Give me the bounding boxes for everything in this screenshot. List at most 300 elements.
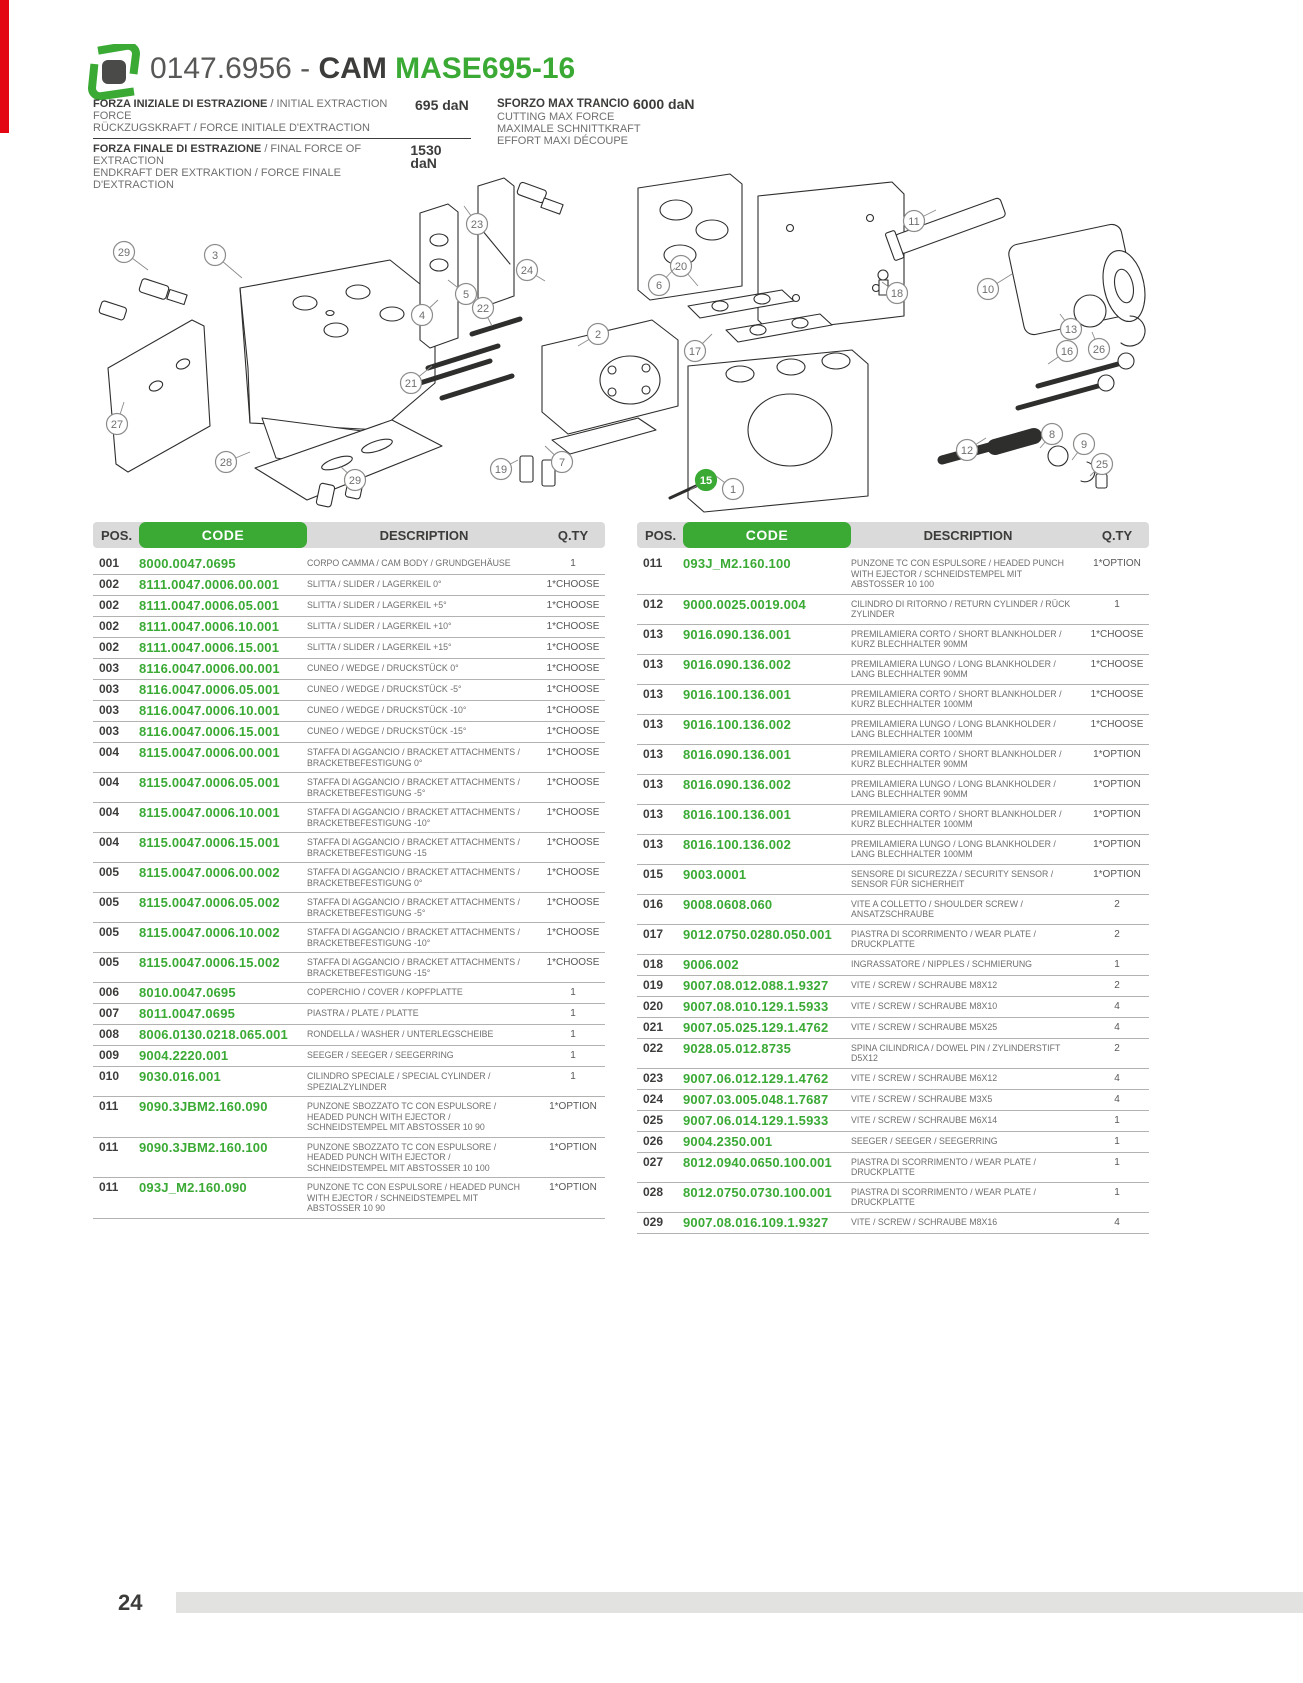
row-pos: 004 [99, 835, 120, 849]
row-code: 9007.08.016.109.1.9327 [683, 1214, 829, 1230]
balloon-29 [114, 242, 149, 271]
balloon-number: 22 [476, 303, 490, 315]
parts-table-right [637, 522, 1149, 1234]
table-row [637, 997, 1149, 1018]
table-row [93, 596, 605, 617]
balloon-16 [1048, 341, 1078, 365]
row-qty: 1*CHOOSE [546, 579, 600, 590]
pos-column-header: POS. [101, 527, 133, 543]
table-row [93, 680, 605, 701]
table-row [93, 953, 605, 983]
row-qty: 1*CHOOSE [546, 600, 600, 611]
row-code: 9007.05.025.129.1.4762 [683, 1019, 829, 1035]
row-code: 8116.0047.0006.10.001 [139, 703, 280, 718]
row-description: SENSORE DI SICUREZZA / SECURITY SENSOR / SENSOR FÜR SICHERHEIT [851, 868, 1054, 889]
row-description: CUNEO / WEDGE / DRUCKSTÜCK -5° [307, 684, 462, 694]
balloon-17 [685, 334, 713, 362]
table-row [93, 1004, 605, 1025]
row-description: PREMILAMIERA CORTO / SHORT BLANKHOLDER / KURZ BLECHHALTER 90MM [851, 748, 1062, 769]
balloon-19 [491, 459, 519, 480]
table-row [93, 554, 605, 575]
row-pos: 028 [643, 1184, 664, 1199]
balloon-number: 19 [494, 464, 508, 476]
page-number: 24 [118, 1590, 143, 1615]
balloon-number: 3 [211, 250, 219, 262]
table-row [637, 976, 1149, 997]
row-description: CUNEO / WEDGE / DRUCKSTÜCK -15° [307, 726, 467, 736]
row-description: CUNEO / WEDGE / DRUCKSTÜCK 0° [307, 663, 459, 673]
balloon-24 [517, 260, 546, 282]
row-pos: 002 [99, 598, 120, 612]
table-row [637, 1153, 1149, 1183]
row-description: PIASTRA DI SCORRIMENTO / WEAR PLATE / DRUCKPLATTE [851, 1156, 1036, 1177]
row-code: 8116.0047.0006.05.001 [139, 682, 280, 697]
table-row [93, 833, 605, 863]
table-row [637, 745, 1149, 775]
balloon-number: 23 [470, 219, 484, 231]
row-qty: 1*OPTION [1093, 748, 1141, 760]
row-pos: 010 [99, 1069, 120, 1083]
row-pos: 005 [99, 925, 120, 939]
max-cutting-label: SFORZO MAX TRANCIO [497, 98, 630, 110]
initial-force-value: 695 daN [415, 97, 469, 113]
row-qty: 1*CHOOSE [546, 684, 600, 695]
table-row [93, 1025, 605, 1046]
row-description: CORPO CAMMA / CAM BODY / GRUNDGEHÄUSE [307, 558, 511, 568]
balloon-number: 12 [960, 445, 974, 457]
table-row [637, 955, 1149, 976]
row-qty: 1*CHOOSE [546, 642, 600, 653]
row-code: 8016.090.136.001 [683, 746, 792, 762]
row-description: STAFFA DI AGGANCIO / BRACKET ATTACHMENTS / BRACKETBEFESTIGUNG -15 [307, 837, 520, 858]
row-qty: 1 [1114, 1186, 1120, 1198]
balloon-3 [205, 245, 243, 279]
row-description: VITE / SCREW / SCHRAUBE M3X5 [851, 1093, 993, 1104]
table-row [637, 805, 1149, 835]
table-row [637, 595, 1149, 625]
row-description: SLITTA / SLIDER / LAGERKEIL +5° [307, 600, 447, 610]
row-description: STAFFA DI AGGANCIO / BRACKET ATTACHMENTS / BRACKETBEFESTIGUNG -10° [307, 807, 520, 828]
row-pos: 020 [643, 998, 664, 1013]
row-pos: 005 [99, 955, 120, 969]
balloon-number: 27 [110, 419, 124, 431]
balloon-22 [473, 298, 494, 327]
table-row [637, 1090, 1149, 1111]
initial-force-label: FORZA INIZIALE DI ESTRAZIONE [93, 98, 268, 110]
row-code: 8016.090.136.002 [683, 776, 792, 792]
row-code: 8006.0130.0218.065.001 [139, 1027, 288, 1042]
max-cutting-sub2: MAXIMALE SCHNITTKRAFT [497, 122, 641, 135]
final-force-value: 1530 daN [410, 142, 442, 171]
pos-column-header: POS. [645, 527, 677, 543]
row-description: VITE / SCREW / SCHRAUBE M8X12 [851, 979, 998, 990]
row-code: 9030.016.001 [139, 1069, 221, 1084]
row-code: 8115.0047.0006.15.001 [139, 835, 280, 850]
row-pos: 024 [643, 1091, 664, 1106]
row-pos: 013 [643, 746, 664, 761]
row-pos: 011 [99, 1139, 119, 1154]
table-row [93, 983, 605, 1004]
row-qty: 4 [1114, 1072, 1120, 1084]
row-code: 8011.0047.0695 [139, 1006, 236, 1021]
row-code: 9008.0608.060 [683, 896, 773, 912]
row-pos: 001 [99, 556, 120, 570]
row-qty: 1*OPTION [549, 1182, 597, 1193]
balloon-number: 24 [520, 265, 534, 277]
balloon-number: 17 [688, 346, 702, 358]
row-description: SLITTA / SLIDER / LAGERKEIL +15° [307, 642, 452, 652]
row-description: PREMILAMIERA LUNGO / LONG BLANKHOLDER / LANG BLECHHALTER 90MM [851, 778, 1056, 799]
table-row [637, 1183, 1149, 1213]
row-code: 9003.0001 [683, 866, 747, 882]
row-qty: 1*CHOOSE [546, 747, 600, 758]
row-code: 093J_M2.160.100 [683, 556, 791, 571]
table-row [93, 1046, 605, 1067]
table-row [93, 743, 605, 773]
row-qty: 1*CHOOSE [1090, 718, 1144, 730]
row-pos: 003 [99, 661, 120, 675]
row-pos: 002 [99, 619, 120, 633]
balloon-number: 20 [674, 261, 688, 273]
brand-logo-icon [86, 44, 142, 100]
row-qty: 1*CHOOSE [1090, 658, 1144, 670]
row-description: CILINDRO DI RITORNO / RETURN CYLINDER / RÜCK ZYLINDER [851, 598, 1071, 619]
row-pos: 009 [99, 1048, 120, 1062]
row-qty: 1*CHOOSE [1090, 628, 1144, 640]
row-qty: 1*OPTION [1093, 808, 1141, 820]
row-pos: 023 [643, 1070, 664, 1085]
row-qty: 1 [570, 1050, 576, 1061]
final-force-row: FORZA FINALE DI ESTRAZIONE / FINAL FORCE OF EXTRACTION ENDKRAFT DER EXTRAKTION / FORCE FINALE D'EXTRACTION 1530 daN [93, 143, 471, 191]
table-row [637, 715, 1149, 745]
page-title: 0147.6956 - CAM MASE695-16 [150, 52, 576, 85]
row-qty: 1 [1114, 1156, 1120, 1168]
row-description: SEEGER / SEEGER / SEEGERRING [307, 1050, 454, 1060]
row-description: PREMILAMIERA LUNGO / LONG BLANKHOLDER / LANG BLECHHALTER 100MM [851, 718, 1056, 739]
qty-column-header: Q.TY [557, 527, 589, 543]
row-description: PIASTRA / PLATE / PLATTE [307, 1008, 419, 1018]
row-pos: 025 [643, 1112, 664, 1127]
row-qty: 1 [1114, 598, 1120, 610]
row-qty: 4 [1114, 1216, 1120, 1228]
row-description: STAFFA DI AGGANCIO / BRACKET ATTACHMENTS / BRACKETBEFESTIGUNG -5° [307, 897, 520, 918]
row-qty: 1*CHOOSE [546, 621, 600, 632]
row-description: PREMILAMIERA CORTO / SHORT BLANKHOLDER / KURZ BLECHHALTER 100MM [851, 688, 1062, 709]
table-row [93, 638, 605, 659]
row-pos: 027 [643, 1154, 664, 1169]
row-qty: 2 [1114, 1042, 1120, 1054]
table-header [637, 522, 1149, 548]
table-row [93, 923, 605, 953]
code-column-header: CODE [139, 522, 307, 548]
row-qty: 1*CHOOSE [546, 705, 600, 716]
row-pos: 021 [643, 1019, 664, 1034]
row-code: 8111.0047.0006.10.001 [139, 619, 280, 634]
row-pos: 013 [643, 806, 664, 821]
row-pos: 011 [99, 1180, 119, 1194]
row-pos: 026 [643, 1133, 664, 1148]
row-description: STAFFA DI AGGANCIO / BRACKET ATTACHMENTS / BRACKETBEFESTIGUNG -15° [307, 957, 520, 978]
row-pos: 013 [643, 656, 664, 671]
row-pos: 018 [643, 956, 664, 971]
row-code: 8116.0047.0006.00.001 [139, 661, 280, 676]
row-description: PREMILAMIERA LUNGO / LONG BLANKHOLDER / LANG BLECHHALTER 100MM [851, 838, 1056, 859]
row-description: VITE A COLLETTO / SHOULDER SCREW / ANSATZSCHRAUBE [851, 898, 1023, 919]
row-description: COPERCHIO / COVER / KOPFPLATTE [307, 987, 463, 997]
row-qty: 1*CHOOSE [546, 663, 600, 674]
row-pos: 003 [99, 682, 120, 696]
row-pos: 012 [643, 596, 664, 611]
row-code: 8115.0047.0006.10.001 [139, 805, 280, 820]
row-qty: 1 [570, 1029, 576, 1040]
row-qty: 2 [1114, 928, 1120, 940]
table-row [637, 625, 1149, 655]
table-row [637, 1039, 1149, 1069]
row-qty: 1 [1114, 1114, 1120, 1126]
row-code: 8115.0047.0006.00.001 [139, 745, 280, 760]
row-code: 093J_M2.160.090 [139, 1180, 247, 1195]
row-description: PUNZONE SBOZZATO TC CON ESPULSORE / HEADED PUNCH WITH EJECTOR / SCHNEIDSTEMPEL MIT ABSTOSSER 10 90 [307, 1101, 497, 1132]
row-code: 9090.3JBM2.160.100 [139, 1139, 268, 1155]
balloon-number: 2 [594, 329, 602, 341]
row-code: 8115.0047.0006.05.001 [139, 775, 280, 790]
row-description: PIASTRA DI SCORRIMENTO / WEAR PLATE / DRUCKPLATTE [851, 928, 1036, 949]
balloon-number: 4 [418, 310, 426, 322]
row-qty: 1*CHOOSE [546, 957, 600, 968]
row-code: 9016.100.136.002 [683, 716, 792, 732]
table-row [93, 1178, 605, 1219]
row-description: VITE / SCREW / SCHRAUBE M8X10 [851, 1000, 998, 1011]
row-qty: 4 [1114, 1021, 1120, 1033]
title-prefix: CAM [318, 52, 396, 85]
balloon-number: 16 [1060, 346, 1074, 358]
balloon-number: 11 [908, 216, 920, 228]
row-description: PUNZONE TC CON ESPULSORE / HEADED PUNCH WITH EJECTOR / SCHNEIDSTEMPEL MIT ABSTOSSER 10 100 [851, 558, 1064, 589]
table-row [93, 722, 605, 743]
row-description: CUNEO / WEDGE / DRUCKSTÜCK -10° [307, 705, 467, 715]
row-qty: 2 [1114, 979, 1120, 991]
row-code: 8115.0047.0006.05.002 [139, 895, 280, 910]
row-qty: 1 [570, 987, 576, 998]
row-description: PUNZONE TC CON ESPULSORE / HEADED PUNCH WITH EJECTOR / SCHNEIDSTEMPEL MIT ABSTOSSER 10 90 [307, 1182, 520, 1213]
row-qty: 1*OPTION [1093, 838, 1141, 850]
row-code: 8111.0047.0006.15.001 [139, 640, 280, 655]
table-row [637, 1018, 1149, 1039]
row-description: SLITTA / SLIDER / LAGERKEIL 0° [307, 579, 442, 589]
table-row [93, 1067, 605, 1097]
row-description: SEEGER / SEEGER / SEEGERRING [851, 1135, 998, 1146]
table-row [93, 659, 605, 680]
exploded-parts-drawing [98, 174, 1151, 512]
row-code: 9000.0025.0019.004 [683, 596, 806, 612]
final-force-label-line2: ENDKRAFT DER EXTRAKTION / FORCE FINALE D'EXTRACTION [93, 167, 341, 191]
row-qty: 1*CHOOSE [546, 927, 600, 938]
initial-force-label-line2: RÜCKZUGSKRAFT / FORCE INITIALE D'EXTRACTION [93, 122, 370, 134]
table-row [93, 773, 605, 803]
table-row [93, 803, 605, 833]
table-row [637, 775, 1149, 805]
row-pos: 013 [643, 626, 664, 641]
row-pos: 008 [99, 1027, 120, 1041]
parts-table-left [93, 522, 605, 1219]
table-row [93, 893, 605, 923]
balloon-number: 18 [890, 288, 904, 300]
spec-divider [93, 138, 471, 139]
table-row [93, 1097, 605, 1138]
row-qty: 1*OPTION [549, 1141, 597, 1153]
row-pos: 004 [99, 805, 120, 819]
row-pos: 013 [643, 776, 664, 791]
table-row [93, 701, 605, 722]
row-description: PREMILAMIERA LUNGO / LONG BLANKHOLDER / LANG BLECHHALTER 90MM [851, 658, 1056, 679]
row-pos: 004 [99, 775, 120, 789]
row-pos: 022 [643, 1040, 664, 1055]
row-description: PREMILAMIERA CORTO / SHORT BLANKHOLDER / KURZ BLECHHALTER 100MM [851, 808, 1062, 829]
balloon-number: 10 [981, 284, 995, 296]
row-pos: 007 [99, 1006, 120, 1020]
row-description: VITE / SCREW / SCHRAUBE M8X16 [851, 1216, 998, 1227]
max-cutting-value: 6000 daN [633, 96, 695, 112]
row-description: PIASTRA DI SCORRIMENTO / WEAR PLATE / DRUCKPLATTE [851, 1186, 1036, 1207]
row-pos: 017 [643, 926, 664, 941]
row-code: 9090.3JBM2.160.090 [139, 1099, 268, 1114]
row-pos: 013 [643, 716, 664, 731]
row-description: PREMILAMIERA CORTO / SHORT BLANKHOLDER / KURZ BLECHHALTER 90MM [851, 628, 1062, 649]
row-code: 9007.03.005.048.1.7687 [683, 1091, 829, 1107]
row-code: 8012.0750.0730.100.001 [683, 1184, 832, 1200]
row-description: VITE / SCREW / SCHRAUBE M6X12 [851, 1072, 998, 1083]
row-qty: 4 [1114, 1000, 1120, 1012]
max-cutting-sub1: CUTTING MAX FORCE [497, 110, 615, 123]
exploded-view-diagram [90, 168, 1210, 518]
balloon-number: 26 [1092, 344, 1106, 356]
table-row [637, 865, 1149, 895]
row-qty: 1 [570, 1071, 576, 1082]
balloon-number: 28 [219, 457, 233, 469]
balloon-number: 1 [729, 484, 737, 496]
row-code: 8010.0047.0695 [139, 985, 236, 1000]
table-row [637, 1111, 1149, 1132]
balloon-number: 29 [117, 247, 131, 259]
qty-column-header: Q.TY [1101, 527, 1133, 543]
row-qty: 4 [1114, 1093, 1120, 1105]
page-edge-red-stripe [0, 0, 9, 133]
row-code: 8115.0047.0006.00.002 [139, 865, 280, 880]
row-qty: 1*CHOOSE [546, 897, 600, 908]
table-row [637, 554, 1149, 595]
row-code: 8115.0047.0006.10.002 [139, 925, 280, 940]
row-description: STAFFA DI AGGANCIO / BRACKET ATTACHMENTS / BRACKETBEFESTIGUNG -10° [307, 927, 520, 948]
row-description: INGRASSATORE / NIPPLES / SCHMIERUNG [851, 958, 1033, 969]
balloon-number: 9 [1080, 439, 1088, 451]
row-code: 8000.0047.0695 [139, 556, 236, 571]
row-qty: 1*CHOOSE [1090, 688, 1144, 700]
balloon-8 [1040, 424, 1063, 449]
row-code: 8111.0047.0006.05.001 [139, 598, 280, 613]
description-column-header: DESCRIPTION [923, 527, 1013, 543]
final-force-label: FORZA FINALE DI ESTRAZIONE [93, 143, 262, 155]
row-code: 9007.06.012.129.1.4762 [683, 1070, 829, 1086]
balloon-number: 6 [655, 280, 663, 292]
row-qty: 1*OPTION [1093, 778, 1141, 790]
row-code: 9004.2350.001 [683, 1133, 773, 1149]
row-code: 9028.05.012.8735 [683, 1040, 792, 1056]
row-code: 9007.08.012.088.1.9327 [683, 977, 829, 993]
row-code: 8116.0047.0006.15.001 [139, 724, 280, 739]
max-cutting-specs [497, 98, 777, 147]
row-pos: 016 [643, 896, 664, 911]
table-row [93, 575, 605, 596]
balloon-number: 21 [404, 378, 418, 390]
row-qty: 1*CHOOSE [546, 726, 600, 737]
footer-bar [176, 1592, 1303, 1613]
table-row [637, 1132, 1149, 1153]
balloon-10 [978, 274, 1013, 300]
balloon-number: 15 [699, 475, 713, 487]
row-qty: 1*CHOOSE [546, 777, 600, 788]
table-header [93, 522, 605, 548]
row-qty: 1*OPTION [549, 1101, 597, 1112]
part-number: 0147.6956 [150, 52, 292, 85]
row-description: STAFFA DI AGGANCIO / BRACKET ATTACHMENTS / BRACKETBEFESTIGUNG 0° [307, 747, 520, 768]
table-row [637, 685, 1149, 715]
row-qty: 1*CHOOSE [546, 867, 600, 878]
row-qty: 2 [1114, 898, 1120, 910]
row-description: SLITTA / SLIDER / LAGERKEIL +10° [307, 621, 452, 631]
row-qty: 1 [1114, 958, 1120, 970]
row-qty: 1 [570, 1008, 576, 1019]
row-code: 9016.100.136.001 [683, 686, 792, 702]
row-code: 9016.090.136.001 [683, 626, 792, 642]
title-model: MASE695-16 [395, 52, 576, 85]
row-pos: 003 [99, 724, 120, 738]
balloon-number: 8 [1048, 429, 1056, 441]
row-qty: 1*CHOOSE [546, 837, 600, 848]
row-pos: 011 [99, 1099, 119, 1113]
code-column-header: CODE [683, 522, 851, 548]
balloon-number: 25 [1095, 459, 1109, 471]
row-description: CILINDRO SPECIALE / SPECIAL CYLINDER / SPEZIALZYLINDER [307, 1071, 491, 1092]
row-pos: 011 [643, 556, 663, 570]
balloon-25 [1090, 454, 1113, 477]
balloon-28 [216, 452, 251, 473]
row-qty: 1*CHOOSE [546, 807, 600, 818]
row-pos: 006 [99, 985, 120, 999]
row-pos: 019 [643, 977, 664, 992]
table-row [93, 617, 605, 638]
row-pos: 029 [643, 1214, 664, 1229]
row-pos: 005 [99, 895, 120, 909]
row-code: 9016.090.136.002 [683, 656, 792, 672]
row-code: 9007.08.010.129.1.5933 [683, 998, 829, 1014]
brand-logo [86, 44, 142, 100]
balloon-number: 7 [558, 457, 566, 469]
table-row [637, 655, 1149, 685]
balloon-number: 5 [462, 289, 470, 301]
row-pos: 002 [99, 577, 120, 591]
row-code: 9006.002 [683, 956, 739, 972]
row-pos: 015 [643, 866, 664, 881]
row-qty: 1 [570, 558, 576, 569]
row-code: 8016.100.136.001 [683, 806, 792, 822]
row-pos: 002 [99, 640, 120, 654]
row-code: 9012.0750.0280.050.001 [683, 926, 832, 942]
row-pos: 013 [643, 686, 664, 701]
row-description: VITE / SCREW / SCHRAUBE M6X14 [851, 1114, 998, 1125]
row-description: STAFFA DI AGGANCIO / BRACKET ATTACHMENTS / BRACKETBEFESTIGUNG -5° [307, 777, 520, 798]
table-row [637, 1069, 1149, 1090]
max-cutting-sub3: EFFORT MAXI DÉCOUPE [497, 134, 629, 147]
